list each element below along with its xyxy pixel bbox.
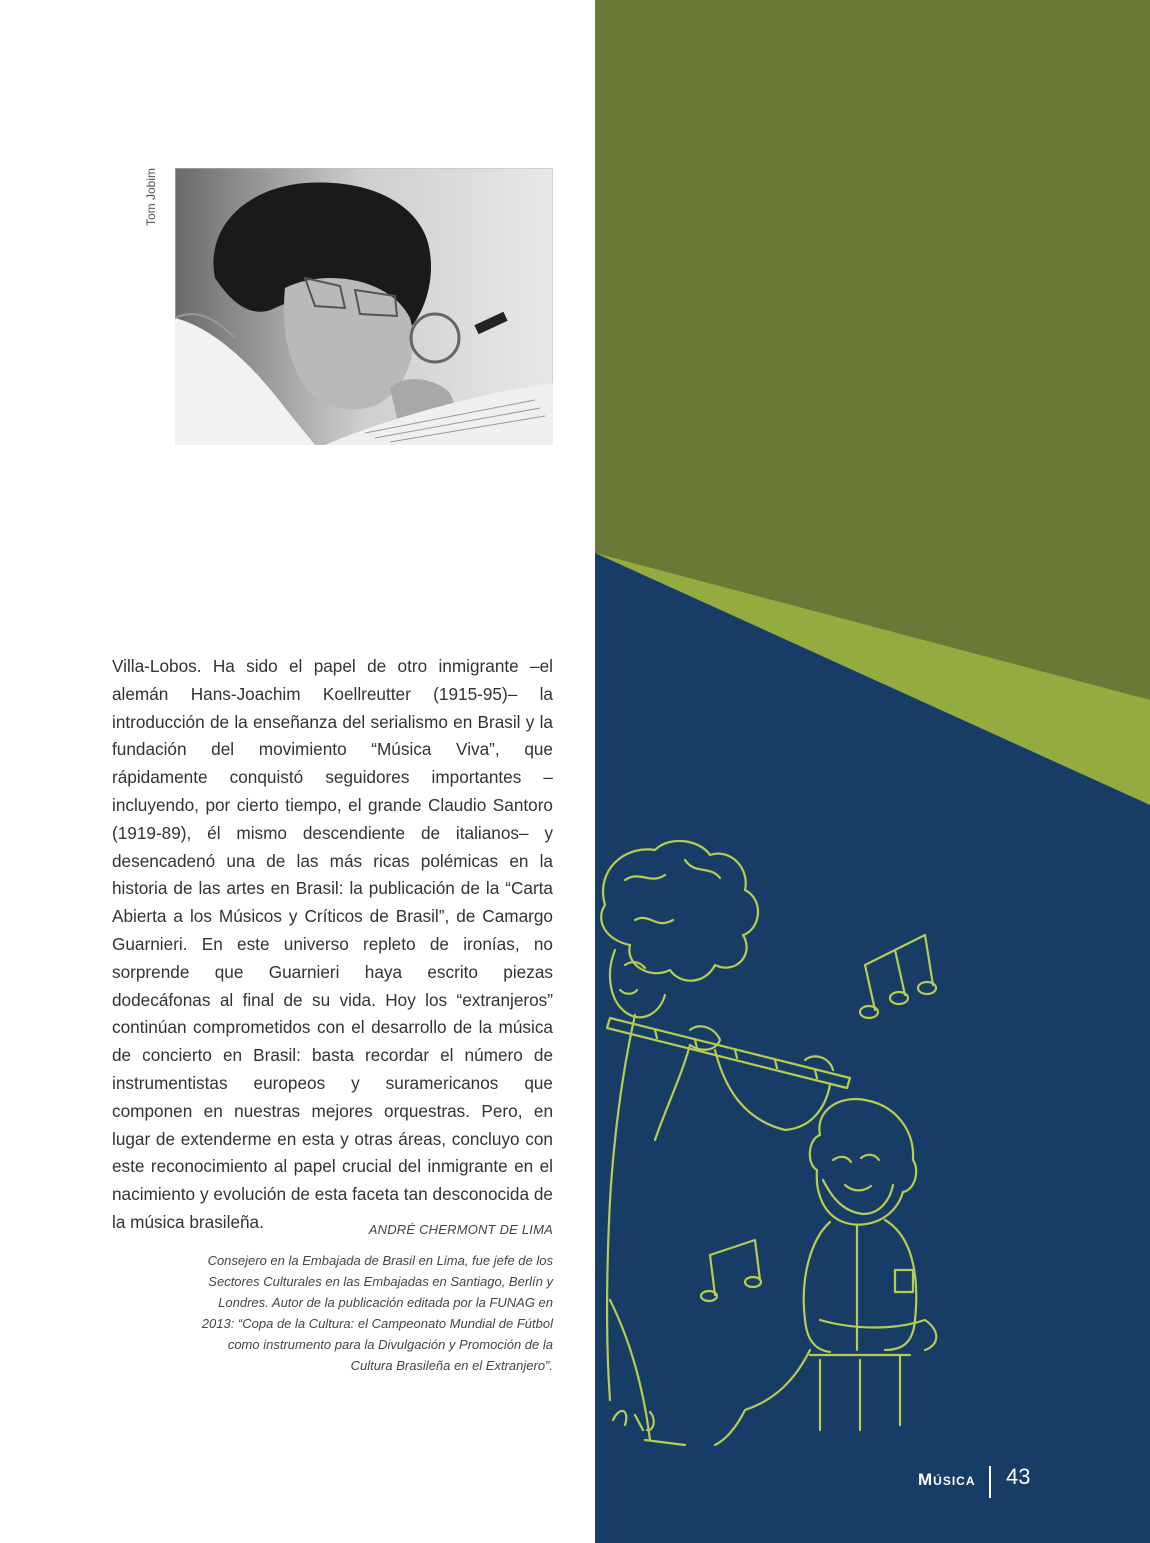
page-number: 43 (1006, 1464, 1031, 1489)
author-bio: Consejero en la Embajada de Brasil en Lima, fue jefe de los Sectores Culturales en las Embajadas en Santiago, Berlín y Londres. Autor de la publicación editada por la FUNAG en 2013: “Copa de la Cultura: el Campeonato Mundial de Fútbol como instrumento para la Divulgación y Promoción de la Cultura Brasileña en el Extranjero”. (201, 1253, 553, 1373)
photo-credit: Tom Jobim (144, 168, 158, 227)
decorative-panel (595, 0, 1150, 1543)
author-name: ANDRÉ CHERMONT DE LIMA (368, 1222, 553, 1237)
musician-photo (175, 168, 553, 445)
article-body: Villa-Lobos. Ha sido el papel de otro inmigrante –el alemán Hans-Joachim Koellreutter (1915-95)– la introducción de la enseñanza del serialismo en Brasil y la fundación del movimiento “Música Viva”, que rápidamente conquistó seguidores importantes –incluyendo, por cierto tiempo, el grande Claudio Santoro (1919-89), él mismo descendiente de italianos– y desencadenó una de las más ricas polémicas en la historia de las artes en Brasil: la publicación de la “Carta Abierta a los Músicos y Críticos de Brasil”, de Camargo Guarnieri. En este universo repleto de ironías, no sorprende que Guarnieri haya escrito piezas dodecáfonas al final de su vida. Hoy los “extranjeros” continúan comprometidos con el desarrollo de la música de concierto en Brasil: basta recordar el número de instrumentistas europeos y suramericanos que componen en nuestras mejores orquestras. Pero, en lugar de extenderme en esta y otras áreas, concluyo con este reconocimiento al papel crucial del inmigrante en el nacimiento y evolución de esta faceta tan desconocida de la música brasileña. (112, 656, 553, 1232)
section-label: Música (918, 1470, 976, 1489)
panel-illustration (595, 0, 1150, 1543)
footer-divider (989, 1466, 991, 1498)
photo-illustration (175, 168, 553, 445)
